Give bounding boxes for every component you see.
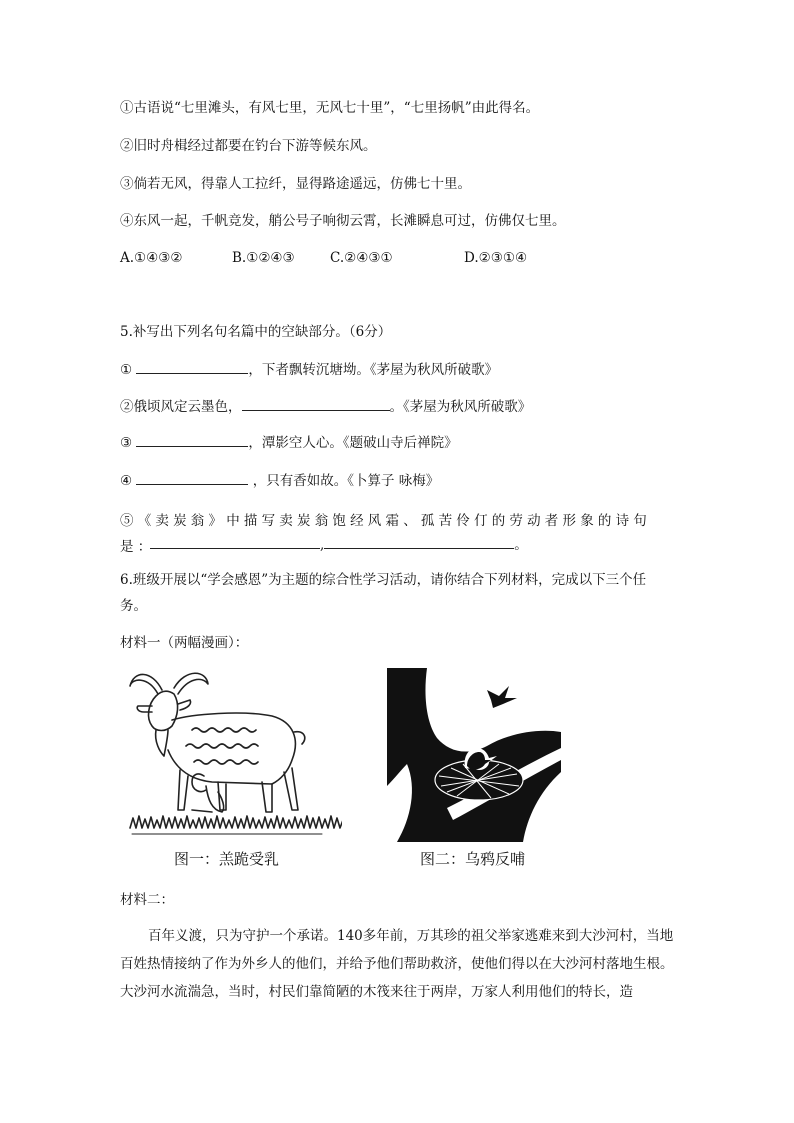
- q4-options: [120, 248, 527, 268]
- q6-title-line-2: 务。: [120, 598, 147, 614]
- q5-line-5-answers: [120, 534, 528, 555]
- q5-line-1: [120, 359, 498, 380]
- option-d: D.②③①④: [464, 250, 528, 266]
- material-1-label: 材料一（两幅漫画）：: [120, 635, 249, 651]
- q6-title-line-1: 6.班级开展以“学会感恩”为主题的综合性学习活动，请你结合下列材料，完成以下三个任: [120, 572, 647, 588]
- q5-l5-comma: ,: [320, 537, 325, 553]
- q4-item-4: ④东风一起，千帆竞发，艄公号子响彻云霄，长滩瞬息可过，仿佛仅七里。: [120, 213, 566, 229]
- q5-l2-tail: 。《茅屋为秋风所破歌》: [389, 399, 532, 415]
- q4-item-2: ②旧时舟楫经过都要在钓台下游等候东风。: [120, 138, 377, 154]
- answer-blank-3[interactable]: [136, 432, 248, 447]
- answer-blank-5[interactable]: [150, 534, 320, 549]
- caption-figure-1: 图一：羔跪受乳: [174, 850, 280, 868]
- q5-l4-text: ，只有香如故。《卜算子 咏梅》: [252, 473, 440, 489]
- q5-line-2: [120, 396, 531, 417]
- q5-l5-end: 。: [514, 537, 528, 553]
- q4-item-1: ①古语说“七里滩头，有风七里，无风七十里”，“七里扬帆”由此得名。: [120, 100, 540, 116]
- q5-l2-text: ②俄顷风定云墨色，: [120, 399, 242, 415]
- q5-l4-num: ④: [120, 473, 133, 489]
- material-2-paragraph: 百年义渡，只为守护一个承诺。140多年前，万其珍的祖父举家逃难来到大沙河村，当地百姓热情接纳了作为外乡人的他们，并给予他们帮助救济，使他们得以在大沙河村落地生根。大沙河水流湍急，当时，村民们靠简陋的木筏来往于两岸，万家人利用他们的特长，造: [120, 928, 674, 1000]
- option-c: C.②④③①: [330, 250, 393, 266]
- answer-blank-1[interactable]: [136, 359, 248, 374]
- goat-and-lamb-cartoon: [122, 660, 342, 840]
- q5-l5-text: ⑤《卖炭翁》中描写卖炭翁饱经风霜、孤苦伶仃的劳动者形象的诗句是：: [120, 513, 651, 555]
- option-a: A.①④③②: [120, 250, 183, 266]
- q5-line-4: [120, 470, 439, 491]
- q5-title: 5.补写出下列名句名篇中的空缺部分。（6分）: [120, 324, 392, 340]
- option-b: B.①②④③: [232, 250, 295, 266]
- q5-line-3: [120, 432, 458, 453]
- crow-nest-cartoon: [387, 668, 561, 842]
- q4-item-3: ③倘若无风，得靠人工拉纤，显得路途遥远，仿佛七十里。: [120, 176, 471, 192]
- answer-blank-4[interactable]: [136, 470, 248, 485]
- q5-l3-text: ，潭影空人心。《题破山寺后禅院》: [248, 435, 458, 451]
- caption-figure-2: 图二：乌鸦反哺: [420, 850, 526, 868]
- q5-l1-num: ①: [120, 362, 133, 378]
- material-2-label: 材料二：: [120, 892, 174, 908]
- q5-l3-num: ③: [120, 435, 133, 451]
- q5-l1-text: ，下者飘转沉塘坳。《茅屋为秋风所破歌》: [248, 362, 499, 378]
- answer-blank-2[interactable]: [242, 396, 390, 411]
- answer-blank-6[interactable]: [324, 534, 514, 549]
